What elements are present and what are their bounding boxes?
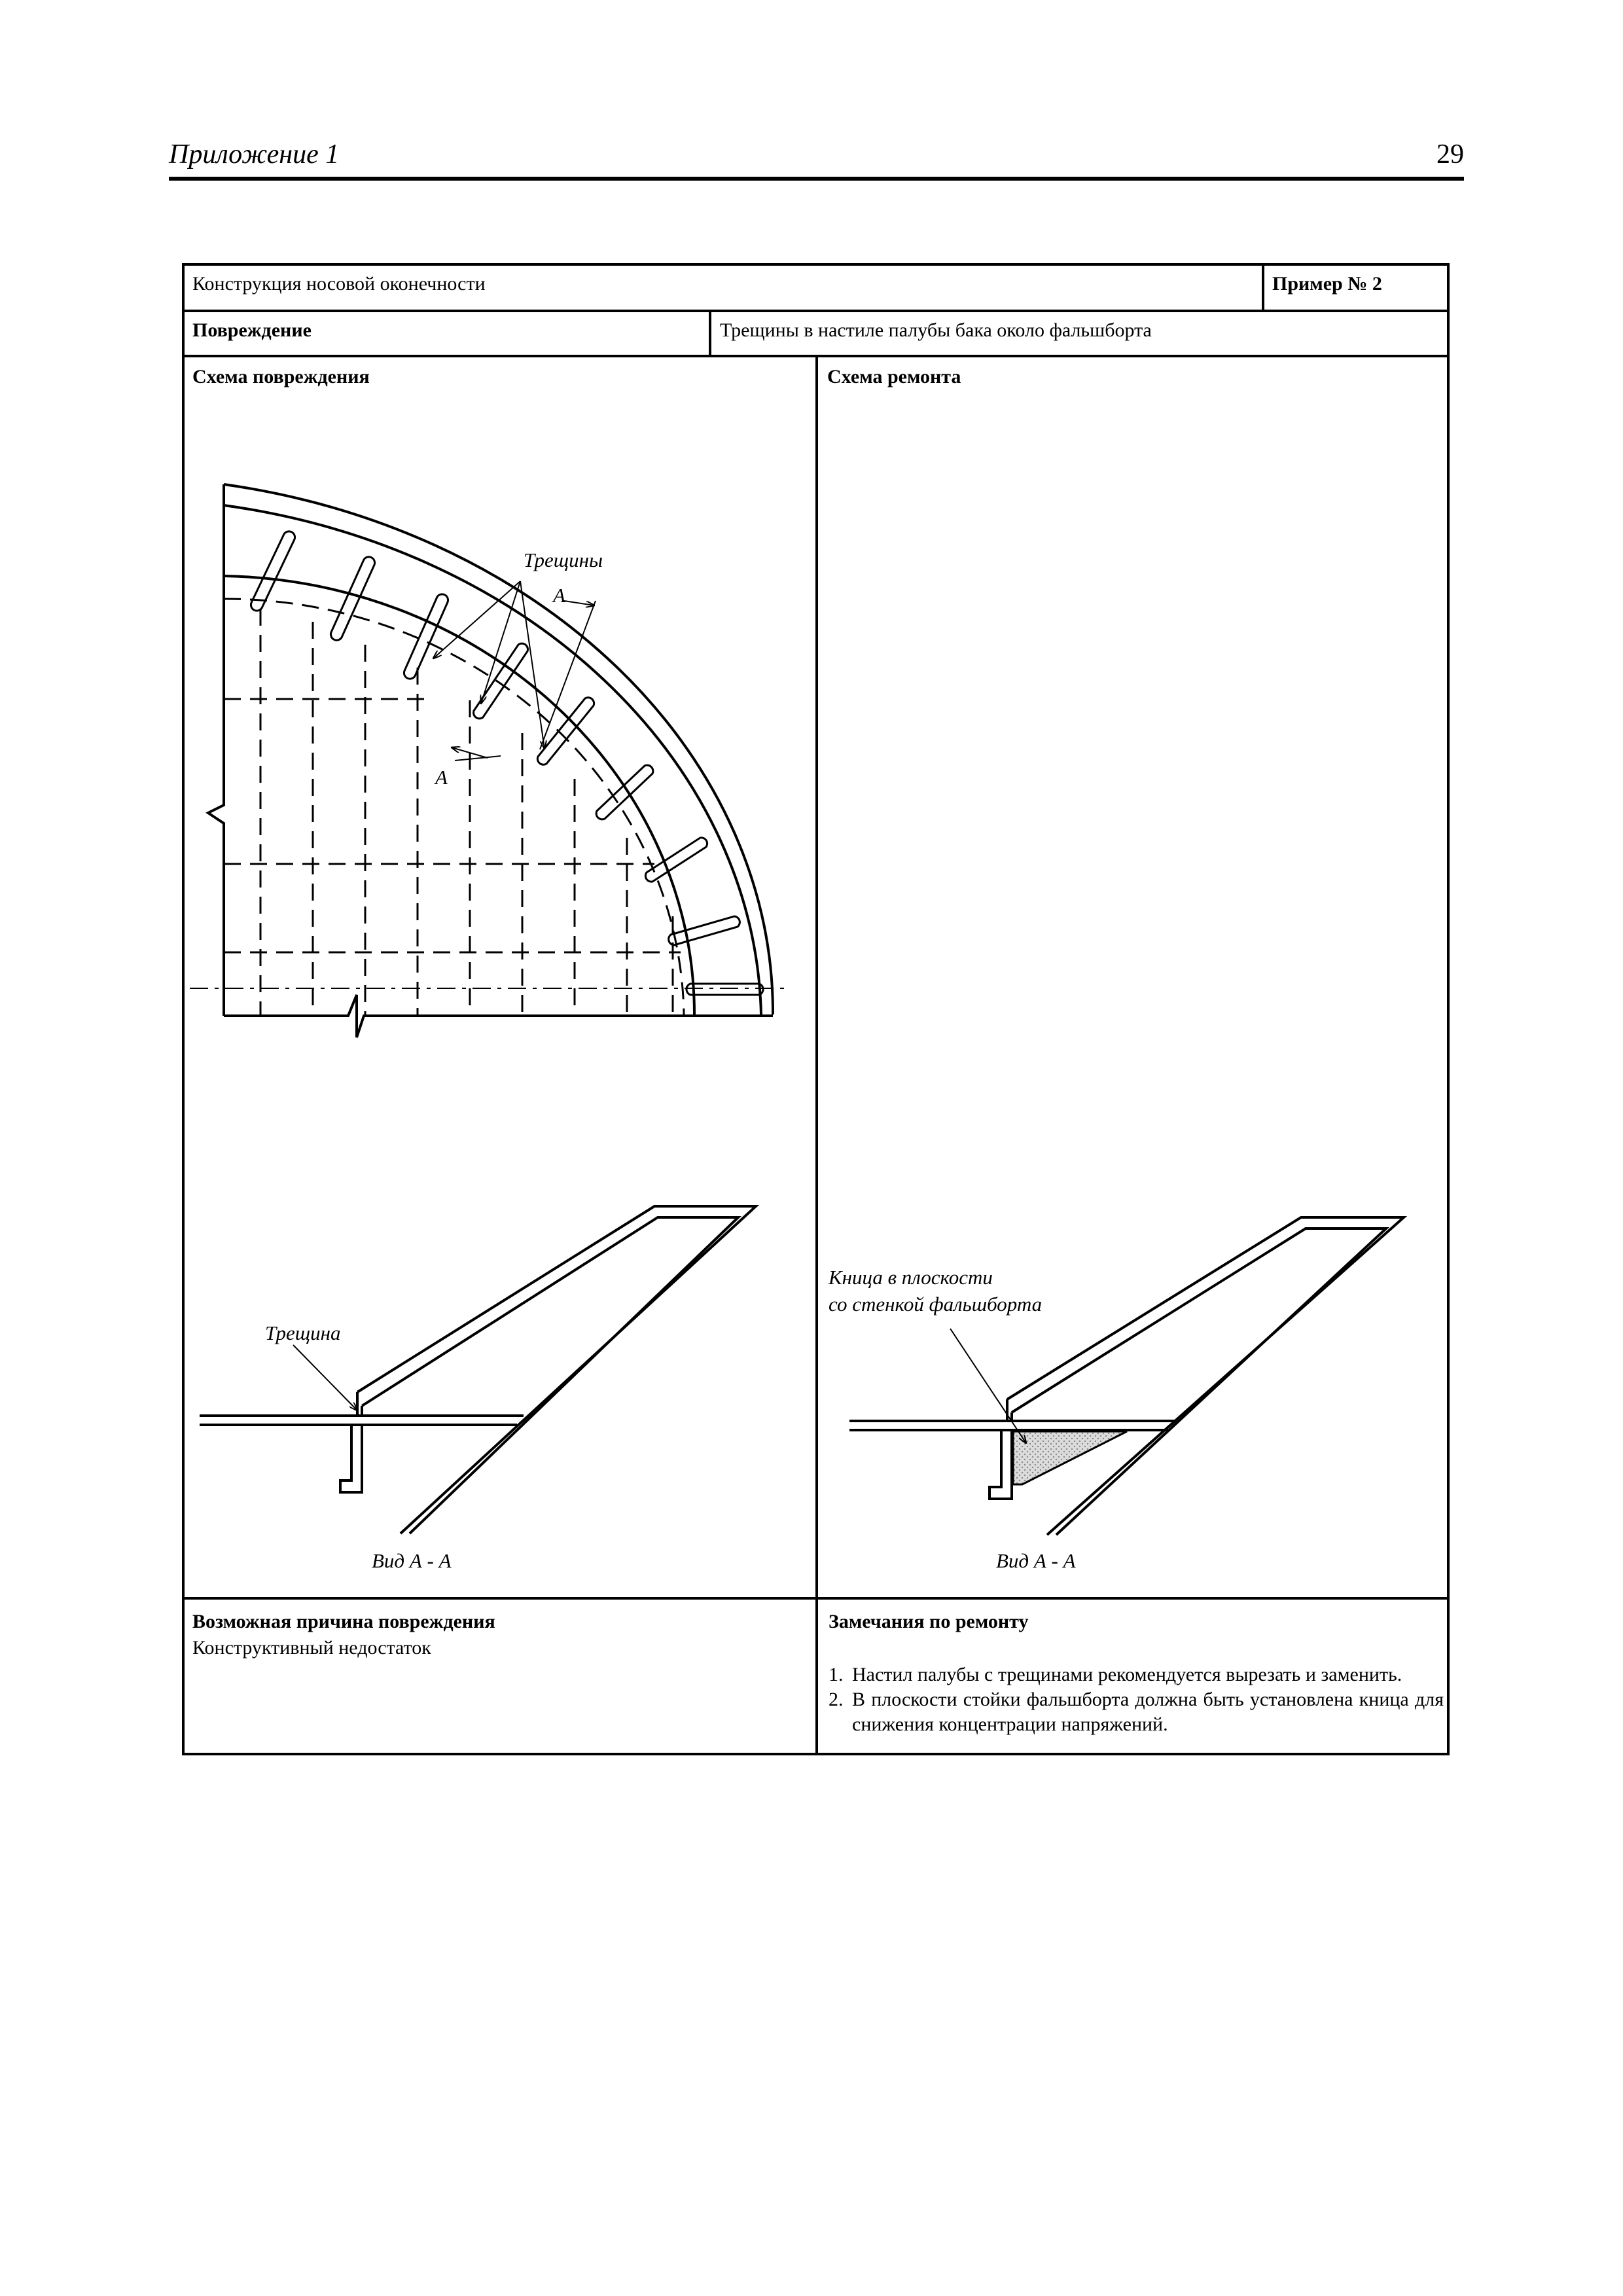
remark-text: Настил палубы с трещинами рекомендуется вырезать и заменить. [852,1664,1402,1685]
crack-label: Трещина [265,1321,341,1344]
view-label-left: Вид А - А [372,1549,452,1572]
damage-description: Трещины в настиле палубы бака около фальшборта [720,319,1152,341]
damage-label: Повреждение [192,319,312,341]
remark-number: 2. [829,1689,844,1710]
cause-title: Возможная причина повреждения [192,1611,495,1632]
deck-plan-drawing [190,484,789,1037]
damage-scheme-title: Схема повреждения [192,366,370,387]
bracket-label-line1: Кница в плоскости [829,1266,993,1289]
cause-text: Конструктивный недостаток [192,1637,431,1659]
section-mark-top: A [553,584,565,607]
section-view-repair [849,1217,1404,1535]
bracket-label-line2: со стенкой фальшборта [829,1293,1043,1316]
view-label-right: Вид А - А [996,1549,1076,1572]
cracks-label: Трещины [524,548,603,571]
section-mark-bottom: A [435,766,448,789]
structure-cell: Конструкция носовой оконечности [192,273,486,295]
remark-number: 1. [829,1664,844,1685]
page-number: 29 [1436,139,1464,170]
remark-text: В плоскости стойки фальшборта должна быть установлена кница для снижения концентрации напряжений. [852,1689,1444,1735]
section-title: Приложение 1 [169,139,340,170]
repair-scheme-title: Схема ремонта [827,366,961,387]
section-view-damage [200,1206,756,1534]
example-number: Пример № 2 [1272,273,1382,295]
remarks-title: Замечания по ремонту [829,1611,1029,1632]
bracket-shape [1013,1431,1127,1484]
